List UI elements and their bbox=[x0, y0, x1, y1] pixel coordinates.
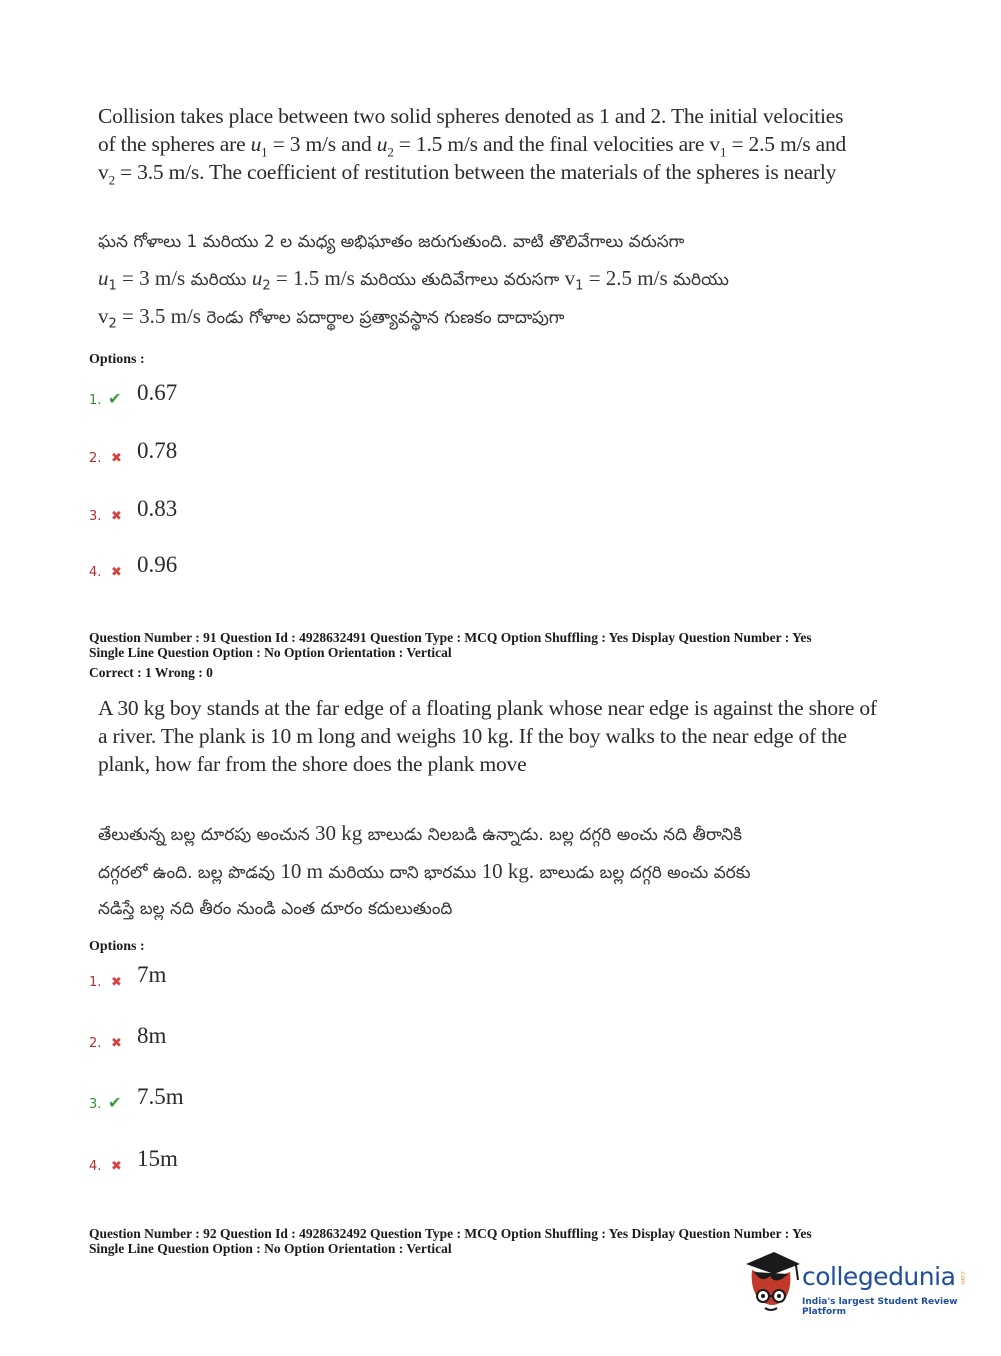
check-icon: ✔ bbox=[108, 1093, 122, 1112]
q91-option-3[interactable]: 3. ✔ 7.5m bbox=[89, 1084, 184, 1112]
q91-option-2[interactable]: 2. ✖ 8m bbox=[89, 1023, 167, 1051]
q91-meta: Question Number : 91 Question Id : 4928632491 Question Type : MCQ Option Shuffling : Yes Display Question Number : Yes Single Line Question Option : No Option Orientation : Vertical bbox=[89, 630, 812, 660]
check-icon: ✔ bbox=[108, 389, 122, 408]
logo-tagline: India's largest Student Review Platform bbox=[802, 1297, 958, 1317]
q91-score: Correct : 1 Wrong : 0 bbox=[89, 665, 213, 680]
cross-icon: ✖ bbox=[111, 1036, 122, 1051]
cross-icon: ✖ bbox=[111, 565, 122, 580]
q90-option-1[interactable]: 1. ✔ 0.67 bbox=[89, 380, 178, 408]
cross-icon: ✖ bbox=[111, 1159, 122, 1174]
q90-telugu-text: ఘన గోళాలు 1 మరియు 2 ల మధ్య అభిఘాతం జరుగుతుంది. వాటి తొలివేగాలు వరుసగా $u_1 = 3$ m/s మరియు $u_2 = 1.5$ m/s మరియు తుదివేగాలు వరుసగా $v_1 = 2.5$ m/s మరియు $v_2 = 3.5$ m/s రెండు గోళాల పదార్థాల ప్రత్యావస్థాన గుణకం దాదాపుగా bbox=[98, 232, 729, 332]
q91-options-label: Options : bbox=[89, 939, 145, 954]
q92-meta: Question Number : 92 Question Id : 4928632492 Question Type : MCQ Option Shuffling : Yes Display Question Number : Yes Single Line Question Option : No Option Orientation : Vertical bbox=[89, 1226, 812, 1256]
q91-option-4[interactable]: 4. ✖ 15m bbox=[89, 1146, 178, 1174]
q91-telugu-text: తేలుతున్న బల్ల దూరపు అంచున 30 kg బాలుడు నిలబడి ఉన్నాడు. బల్ల దగ్గరి అంచు నది తీరానికి దగ్గరలో ఉంది. బల్ల పొడవు 10 m మరియు దాని భారము 10 kg. బాలుడు బల్ల దగ్గరి అంచు వరకు నడిస్తే బల్ల నది తీరం నుండి ఎంత దూరం కదులుతుంది bbox=[98, 821, 751, 919]
q91-english-text: A 30 kg boy stands at the far edge of a floating plank whose near edge is against the shore of a river. The plank is 10 m long and weighs 10 kg. If the boy walks to the near edge of the plank, how far from the shore does the plank move bbox=[98, 696, 877, 776]
cross-icon: ✖ bbox=[111, 509, 122, 524]
q90-option-4[interactable]: 4. ✖ 0.96 bbox=[89, 552, 178, 580]
q90-english-text: Collision takes place between two solid spheres denoted as 1 and 2. The initial velocities of the spheres are $u_1 = 3$ m/s and $u_2 = 1.5$ m/s and the final velocities are $v_1 = 2.5$ m/s and $v_2 = 3.5$ m/s. The coefficient of restitution between the materials of the spheres is nearly bbox=[98, 104, 847, 188]
q90-option-2[interactable]: 2. ✖ 0.78 bbox=[89, 438, 178, 466]
cross-icon: ✖ bbox=[111, 975, 122, 990]
logo-com: .com bbox=[959, 1270, 966, 1285]
q90-options-label: Options : bbox=[89, 352, 145, 367]
graduate-mascot-icon bbox=[742, 1250, 802, 1316]
q90-option-3[interactable]: 3. ✖ 0.83 bbox=[89, 496, 178, 524]
cross-icon: ✖ bbox=[111, 451, 122, 466]
q91-option-1[interactable]: 1. ✖ 7m bbox=[89, 962, 167, 990]
collegedunia-logo[interactable] bbox=[742, 1250, 972, 1320]
logo-wordmark: collegedunia bbox=[802, 1262, 956, 1291]
